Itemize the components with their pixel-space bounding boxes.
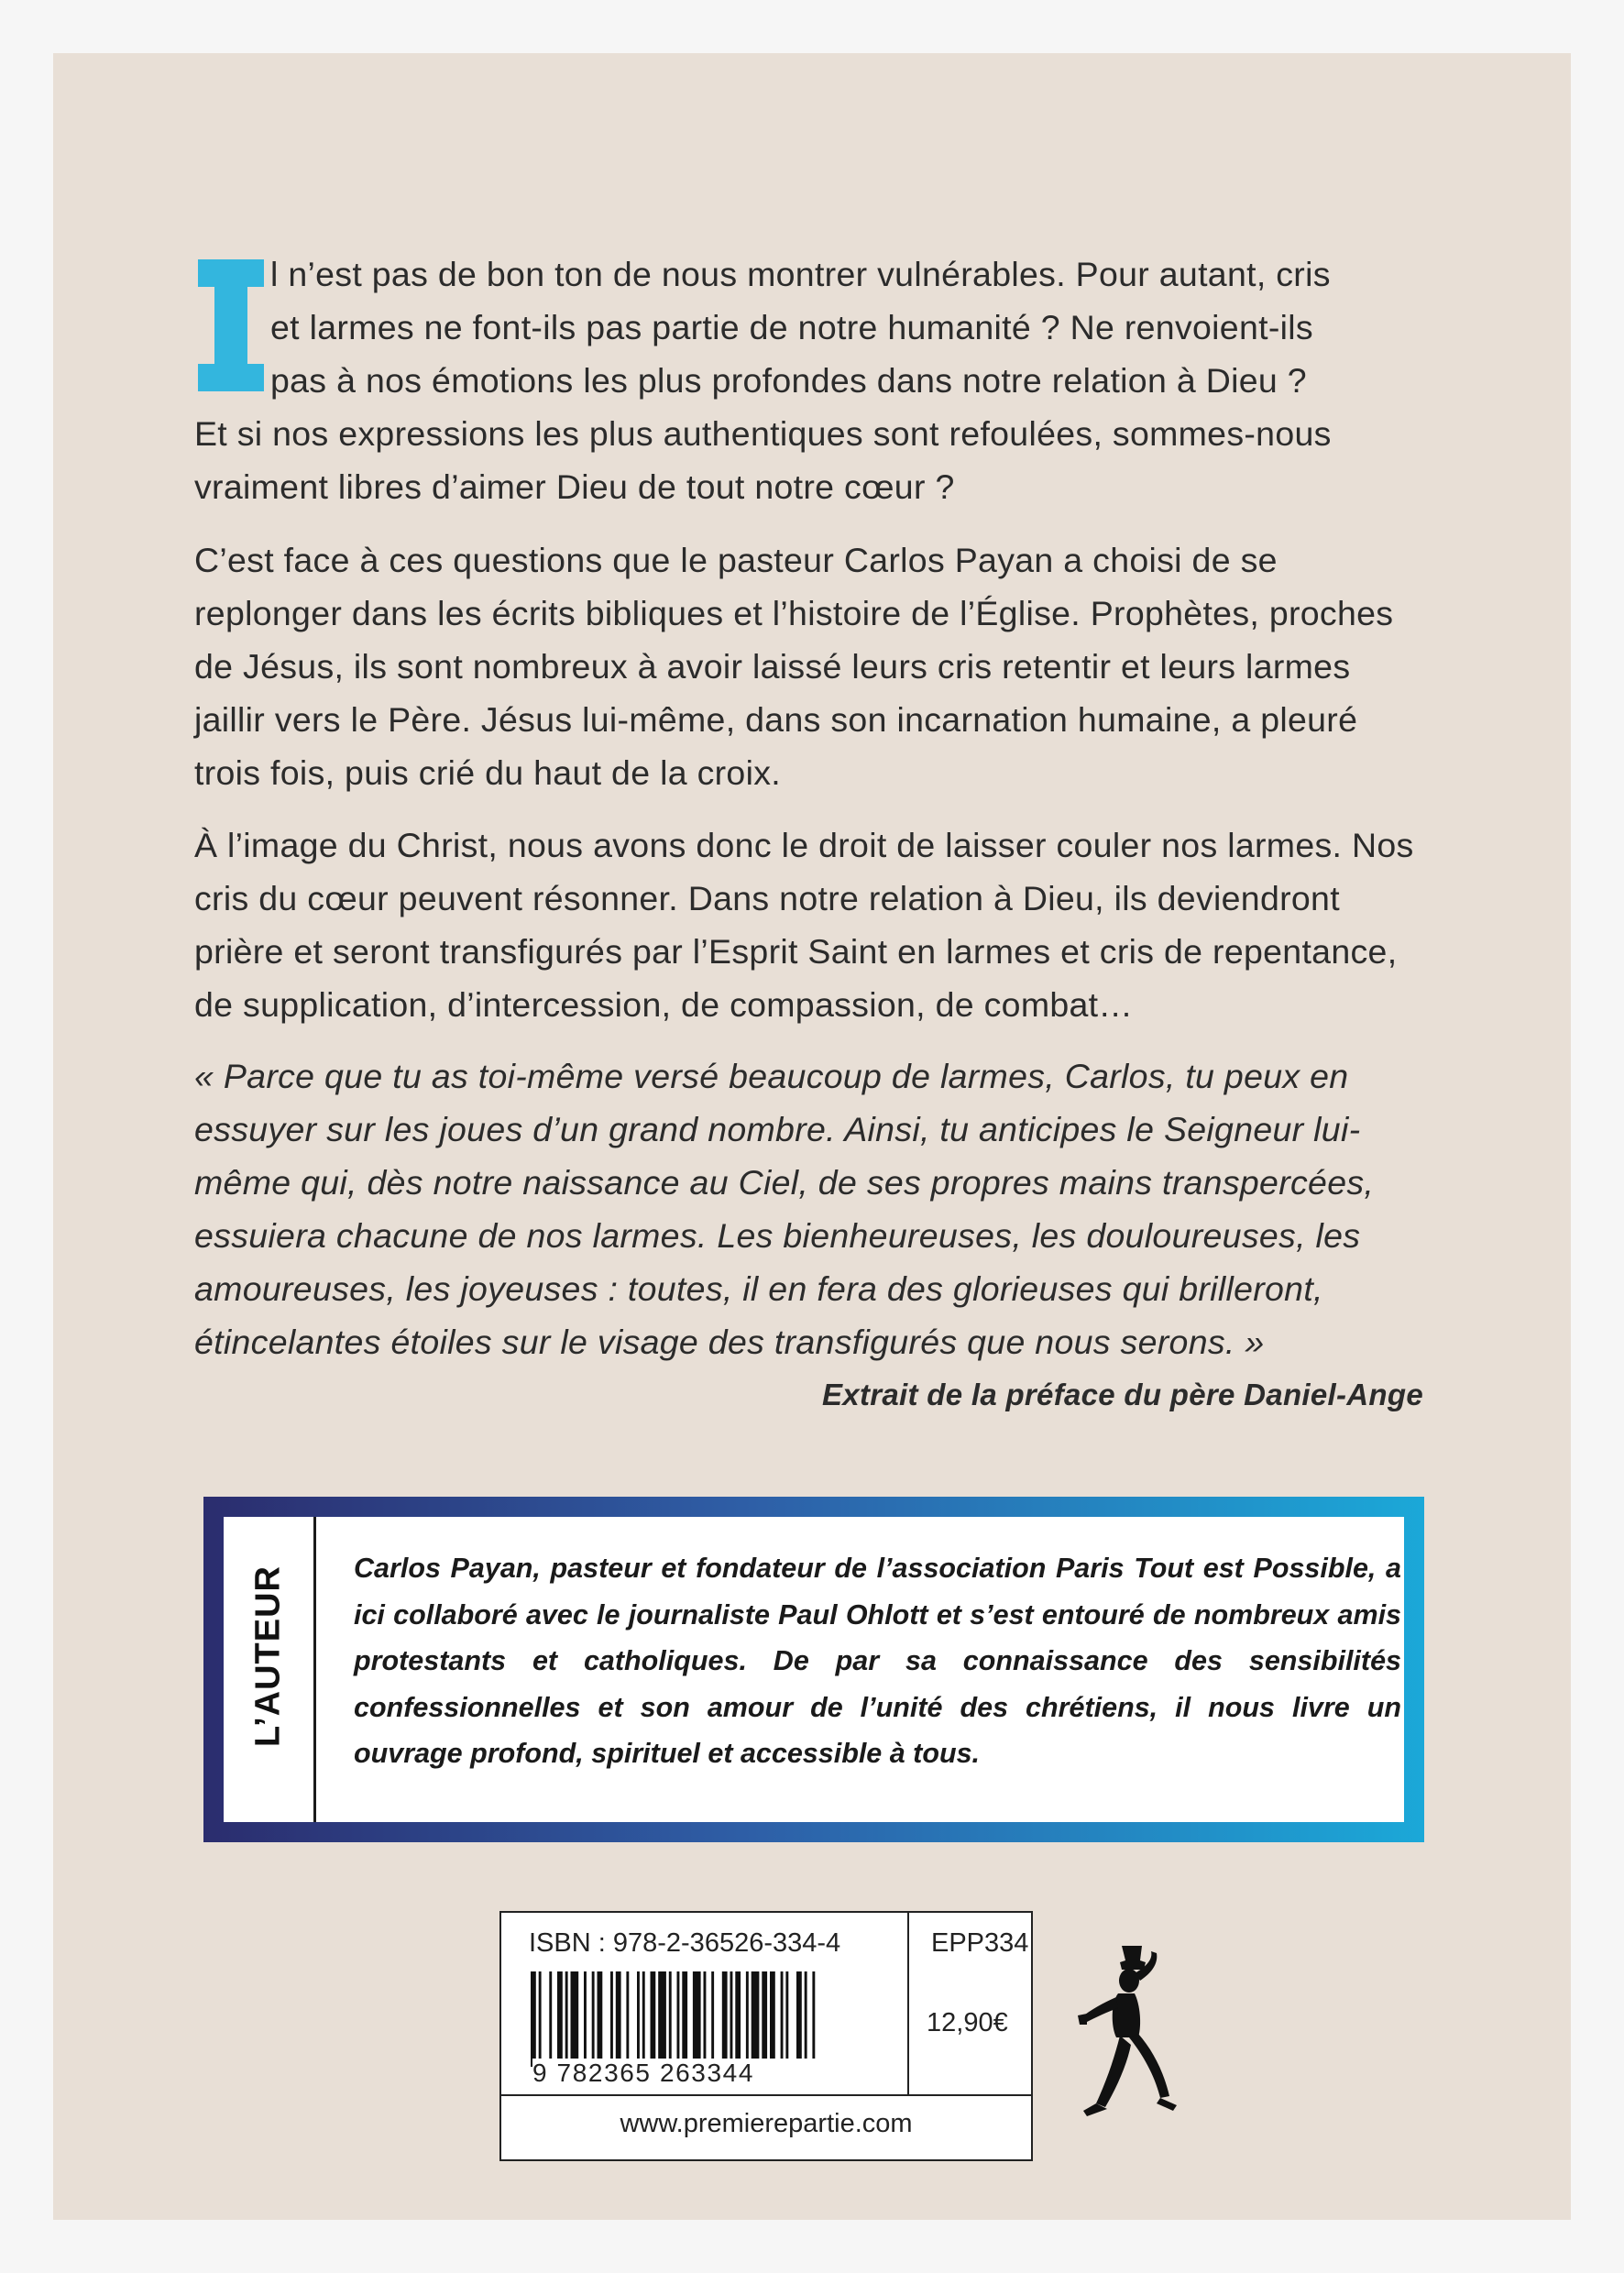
barcode-bar (531, 1971, 536, 2067)
barcode-bar (693, 1971, 701, 2067)
website-url: www.premierepartie.com (620, 2109, 913, 2138)
barcode-bar (592, 1971, 595, 2067)
preface-quote: « Parce que tu as toi-même versé beaucoup de larmes, Carlos, tu peux en essuyer sur les joues d’un grand nombre. Ainsi, tu anticipes le Seigneur lui-même qui, dès notre naissance au Ciel, de ses propres mains transpercées, essuiera chacune de nos larmes. Les bienheureuses, les douloureuses, les amoureuses, les joyeuses : toutes, il en fera des glorieuses qui brilleront, étincelantes étoiles sur le visage des transfigurés que nous serons. » (194, 1057, 1375, 1361)
barcode-bar (637, 1971, 640, 2067)
author-heading: L’AUTEUR (248, 1565, 288, 1747)
barcode-bar (616, 1971, 621, 2067)
barcode-bar (549, 1971, 552, 2067)
quote-source: Extrait de la préface du père Daniel-Ange (822, 1378, 1423, 1411)
isbn-horizontal-divider (501, 2094, 1031, 2096)
intro-paragraph (194, 247, 1421, 513)
barcode-bar (735, 1971, 741, 2067)
barcode-bar (571, 1971, 579, 2067)
barcode-bar (770, 1971, 775, 2067)
author-bio: Carlos Payan, pasteur et fondateur de l’association Paris Tout est Possible, a ici collaboré avec le journaliste Paul Ohlott et s’est entouré de nombreux amis protestants et catholiques. De par sa connaissance des sensibilités confessionnelles et son amour de l’unité des chrétiens, il nous livre un ouvrage profond, spirituel et accessible à tous. (354, 1553, 1401, 1769)
barcode-bar (812, 1971, 815, 2067)
barcode-bar (584, 1971, 587, 2067)
barcode-bar (565, 1971, 568, 2067)
barcode-bar (785, 1971, 788, 2067)
barcode (531, 1971, 890, 2067)
barcode-bar (677, 1971, 680, 2067)
price: 12,90€ (927, 2008, 1008, 2037)
barcode-bar (746, 1971, 749, 2067)
product-code: EPP334 (931, 1928, 1029, 1958)
barcode-bar (598, 1971, 603, 2067)
author-divider (313, 1517, 316, 1822)
barcode-bar (682, 1971, 687, 2067)
barcode-bar (557, 1971, 563, 2067)
intro-line-1: l n’est pas de bon ton de nous montrer vulnérables. Pour autant, cris (270, 255, 1331, 293)
author-box (203, 1497, 1424, 1842)
barcode-bar (651, 1971, 656, 2067)
barcode-digits: 9 782365 263344 (532, 2059, 886, 2088)
publisher-silhouette-icon (1074, 1942, 1193, 2135)
barcode-bar (704, 1971, 707, 2067)
intro-line-2: et larmes ne font-ils pas partie de notre humanité ? Ne renvoient-ils (270, 308, 1313, 346)
paragraph-3: À l’image du Christ, nous avons donc le droit de laisser couler nos larmes. Nos cris du cœur peuvent résonner. Dans notre relation à Dieu, ils deviendront prière et seront transfigurés par l’Esprit Saint en larmes et cris de repentance, de supplication, d’intercession, de compassion, de combat… (194, 826, 1414, 1024)
paragraph-2: C’est face à ces questions que le pasteur Carlos Payan a choisi de se replonger dans les écrits bibliques et l’histoire de l’Église. Prophètes, proches de Jésus, ils sont nombreux à avoir laissé leurs cris retentir et leurs larmes jaillir vers le Père. Jésus lui-même, dans son incarnation humaine, a pleuré trois fois, puis crié du haut de la croix. (194, 541, 1394, 792)
intro-line-3: pas à nos émotions les plus profondes dans notre relation à Dieu ? (270, 361, 1307, 400)
barcode-bar (539, 1971, 542, 2067)
barcode-bar (610, 1971, 613, 2067)
barcode-bar (722, 1971, 728, 2067)
barcode-bar (669, 1971, 672, 2067)
barcode-bar (730, 1971, 733, 2067)
intro-rest: Et si nos expressions les plus authentiques sont refoulées, sommes-nous vraiment libres d’aimer Dieu de tout notre cœur ? (194, 414, 1332, 506)
barcode-bar (781, 1971, 784, 2067)
barcode-bar (752, 1971, 760, 2067)
barcode-bar (796, 1971, 802, 2067)
isbn-number: ISBN : 978-2-36526-334-4 (529, 1928, 841, 1958)
barcode-bar (805, 1971, 807, 2067)
barcode-bar (762, 1971, 767, 2067)
barcode-bar (658, 1971, 666, 2067)
barcode-bar (626, 1971, 629, 2067)
isbn-vertical-divider (907, 1913, 909, 2094)
barcode-bar (711, 1971, 714, 2067)
isbn-block (499, 1911, 1033, 2161)
barcode-bar (642, 1971, 645, 2067)
